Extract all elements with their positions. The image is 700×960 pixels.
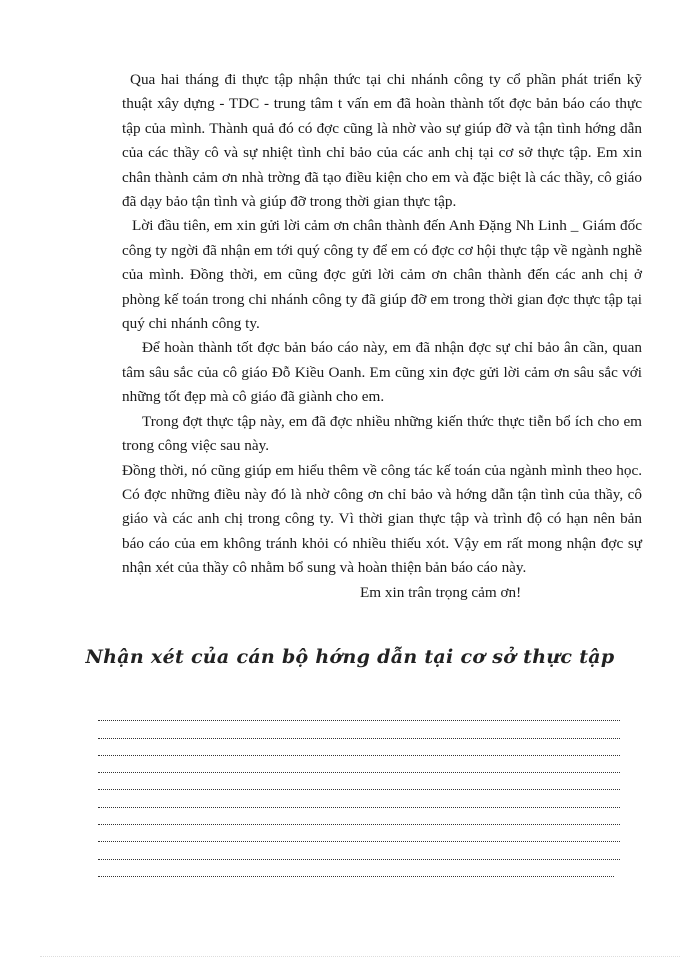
comment-line	[98, 790, 620, 807]
comment-lines	[98, 704, 620, 877]
page-bottom-divider	[40, 956, 680, 957]
closing-line: Em xin trân trọng cảm ơn!	[360, 583, 522, 601]
comment-section-heading: Nhận xét của cán bộ hớng dẫn tại cơ sở thực tập	[85, 646, 615, 668]
paragraph-thanks-teacher: Để hoàn thành tốt đợc bản báo cáo này, em đã nhận đợc sự chỉ bảo ân cần, quan tâm sâu sắc của cô giáo Đỗ Kiều Oanh. Em cũng xin đợc gửi lời cảm ơn sâu sắc với những tốt đẹp mà cô giáo đã giành cho em.	[122, 339, 642, 406]
comment-line	[98, 842, 620, 859]
paragraph-thanks-director: Lời đầu tiên, em xin gửi lời cảm ơn chân thành đến Anh Đặng Nh Linh _ Giám đốc công ty ngời đã nhận em tới quý công ty để em có đợc cơ hội thực tập về ngành nghề của mình. Đồng thời, em cũng đợc gửi lời cảm ơn chân thành đến các anh chị ở phòng kế toán trong chi nhánh công ty đã giúp đỡ em trong thời gian đợc thực tập tại quý chi nhánh công ty.	[122, 217, 642, 333]
comment-line	[98, 773, 620, 790]
paragraph-conclusion: Đồng thời, nó cũng giúp em hiểu thêm về công tác kế toán của ngành mình theo học. Có đợc những điều này đó là nhờ công ơn chỉ bảo và hớng dẫn tận tình của thầy, cô giáo và các anh chị trong công ty. Vì thời gian thực tập và trình độ có hạn nên bản báo cáo của em không tránh khỏi có nhiều thiếu xót. Vậy em rất mong nhận đợc sự nhận xét của thầy cô nhằm bổ sung và hoàn thiện bản báo cáo này.	[122, 461, 642, 577]
comment-line	[98, 721, 620, 738]
paragraph-knowledge: Trong đợt thực tập này, em đã đợc nhiều những kiến thức thực tiễn bổ ích cho em trong công việc sau này.	[122, 412, 642, 455]
comment-line	[98, 860, 614, 877]
comment-line	[98, 825, 620, 842]
comment-line	[98, 704, 620, 721]
comment-line	[98, 739, 620, 756]
paragraph-intro: Qua hai tháng đi thực tập nhận thức tại chi nhánh công ty cổ phần phát triển kỹ thuật xây dựng - TDC - trung tâm t vấn em đã hoàn thành tốt đợc bản báo cáo thực tập của mình. Thành quả đó có đợc cũng là nhờ vào sự giúp đỡ và tận tình hớng dẫn của các thầy cô và sự nhiệt tình chỉ bảo của các anh chị tại cơ sở thực tập. Em xin chân thành cảm ơn nhà trờng đã tạo điều kiện cho em và đặc biệt là các thầy, cô giáo đã dạy bảo tận tình và giúp đỡ trong thời gian thực tập.	[122, 71, 642, 211]
body-text	[122, 68, 642, 605]
comment-line	[98, 808, 620, 825]
comment-line	[98, 756, 620, 773]
